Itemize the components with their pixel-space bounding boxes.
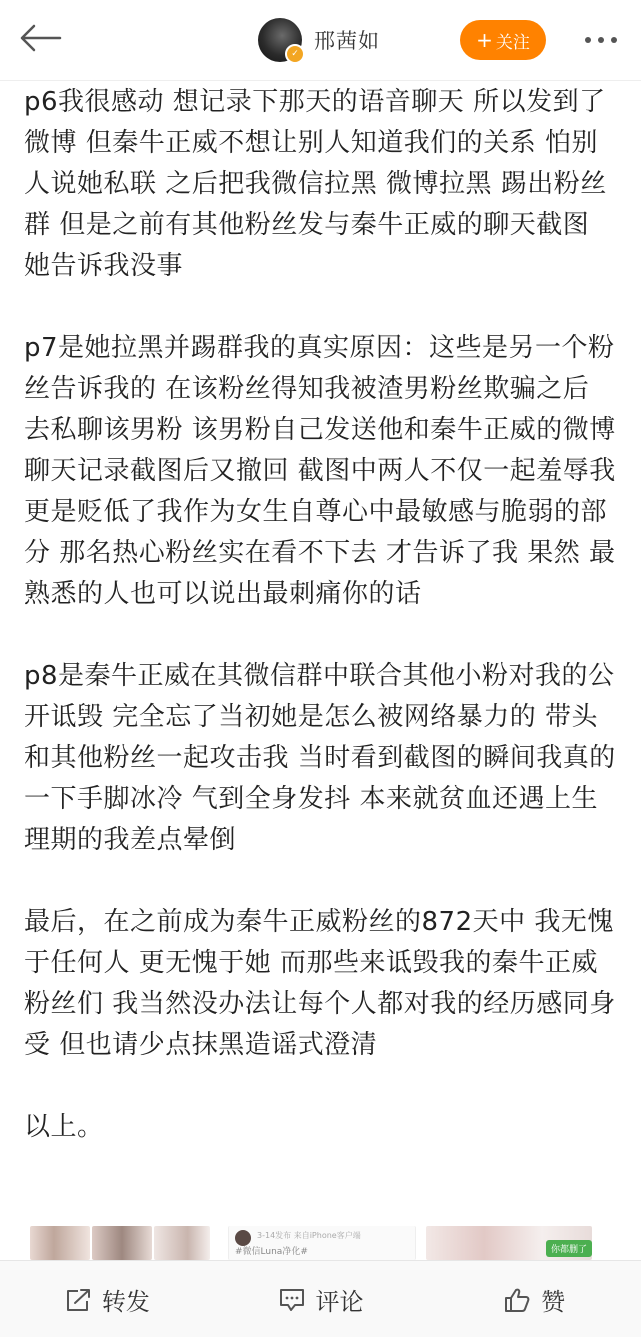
follow-button[interactable] — [460, 20, 546, 60]
post-paragraph: 最后，在之前成为秦牛正威粉丝的872天中 我无愧于任何人 更无愧于她 而那些来诋毁我的秦牛正威粉丝们 我当然没办法让每个人都对我的经历感同身受 但也请少点抹黑造谣式澄清 — [24, 907, 616, 1060]
thumbnail-tag: 你都删了 — [546, 1240, 592, 1257]
image-grid — [0, 1226, 641, 1260]
post-image-thumbnail[interactable] — [30, 1226, 90, 1260]
post-image-thumbnail[interactable] — [154, 1226, 210, 1260]
repost-button[interactable] — [0, 1261, 214, 1337]
author-name[interactable]: 邢茜如 — [314, 29, 380, 53]
verified-badge-icon: ✓ — [285, 44, 305, 64]
thumbnail-caption: 3-14发布 来自iPhone客户端 — [257, 1231, 361, 1240]
post-paragraph: p8是秦牛正威在其微信群中联合其他小粉对我的公开诋毁 完全忘了当初她是怎么被网络暴力的 带头和其他粉丝一起攻击我 当时看到截图的瞬间我真的一下手脚冰冷 气到全身发抖 本来就贫血还遇上生理期的我差点晕倒 — [24, 661, 616, 855]
top-bar — [0, 0, 641, 81]
follow-label: 关注 — [495, 32, 530, 53]
plus-icon: + — [476, 28, 493, 52]
thumbnail-caption: #微信Luna净化# — [235, 1247, 308, 1257]
arrow-left-icon — [18, 23, 62, 57]
like-label: 赞 — [541, 1288, 566, 1316]
post-image-thumbnail[interactable] — [92, 1226, 152, 1260]
like-button[interactable] — [427, 1261, 641, 1337]
bottom-action-bar — [0, 1260, 641, 1337]
post-paragraph: 以上。 — [24, 1112, 104, 1142]
more-options-button[interactable] — [576, 24, 626, 56]
post-content — [24, 82, 620, 1148]
share-icon — [64, 1287, 92, 1313]
thumbs-up-icon — [503, 1287, 531, 1313]
more-horizontal-icon — [585, 37, 617, 43]
back-button[interactable] — [12, 14, 68, 66]
comment-button[interactable] — [214, 1261, 428, 1337]
avatar[interactable] — [258, 18, 302, 62]
comment-label: 评论 — [315, 1288, 364, 1316]
post-image-thumbnail[interactable] — [426, 1226, 592, 1260]
post-image-thumbnail[interactable] — [228, 1226, 416, 1260]
repost-label: 转发 — [101, 1288, 150, 1316]
author-profile[interactable] — [258, 16, 380, 64]
post-paragraph: p6我很感动 想记录下那天的语音聊天 所以发到了微博 但秦牛正威不想让别人知道我们的关系 怕别人说她私联 之后把我微信拉黑 微博拉黑 踢出粉丝群 但是之前有其他粉丝发与秦牛正威的聊天截图 她告诉我没事 — [24, 87, 607, 281]
comment-icon — [278, 1287, 306, 1313]
post-paragraph: p7是她拉黑并踢群我的真实原因：这些是另一个粉丝告诉我的 在该粉丝得知我被渣男粉丝欺骗之后 去私聊该男粉 该男粉自己发送他和秦牛正威的微博聊天记录截图后又撤回 截图中两人不仅一起羞辱我 更是贬低了我作为女生自尊心中最敏感与脆弱的部分 那名热心粉丝实在看不下去 才告诉了我 果然 最熟悉的人也可以说出最刺痛你的话 — [24, 333, 616, 609]
